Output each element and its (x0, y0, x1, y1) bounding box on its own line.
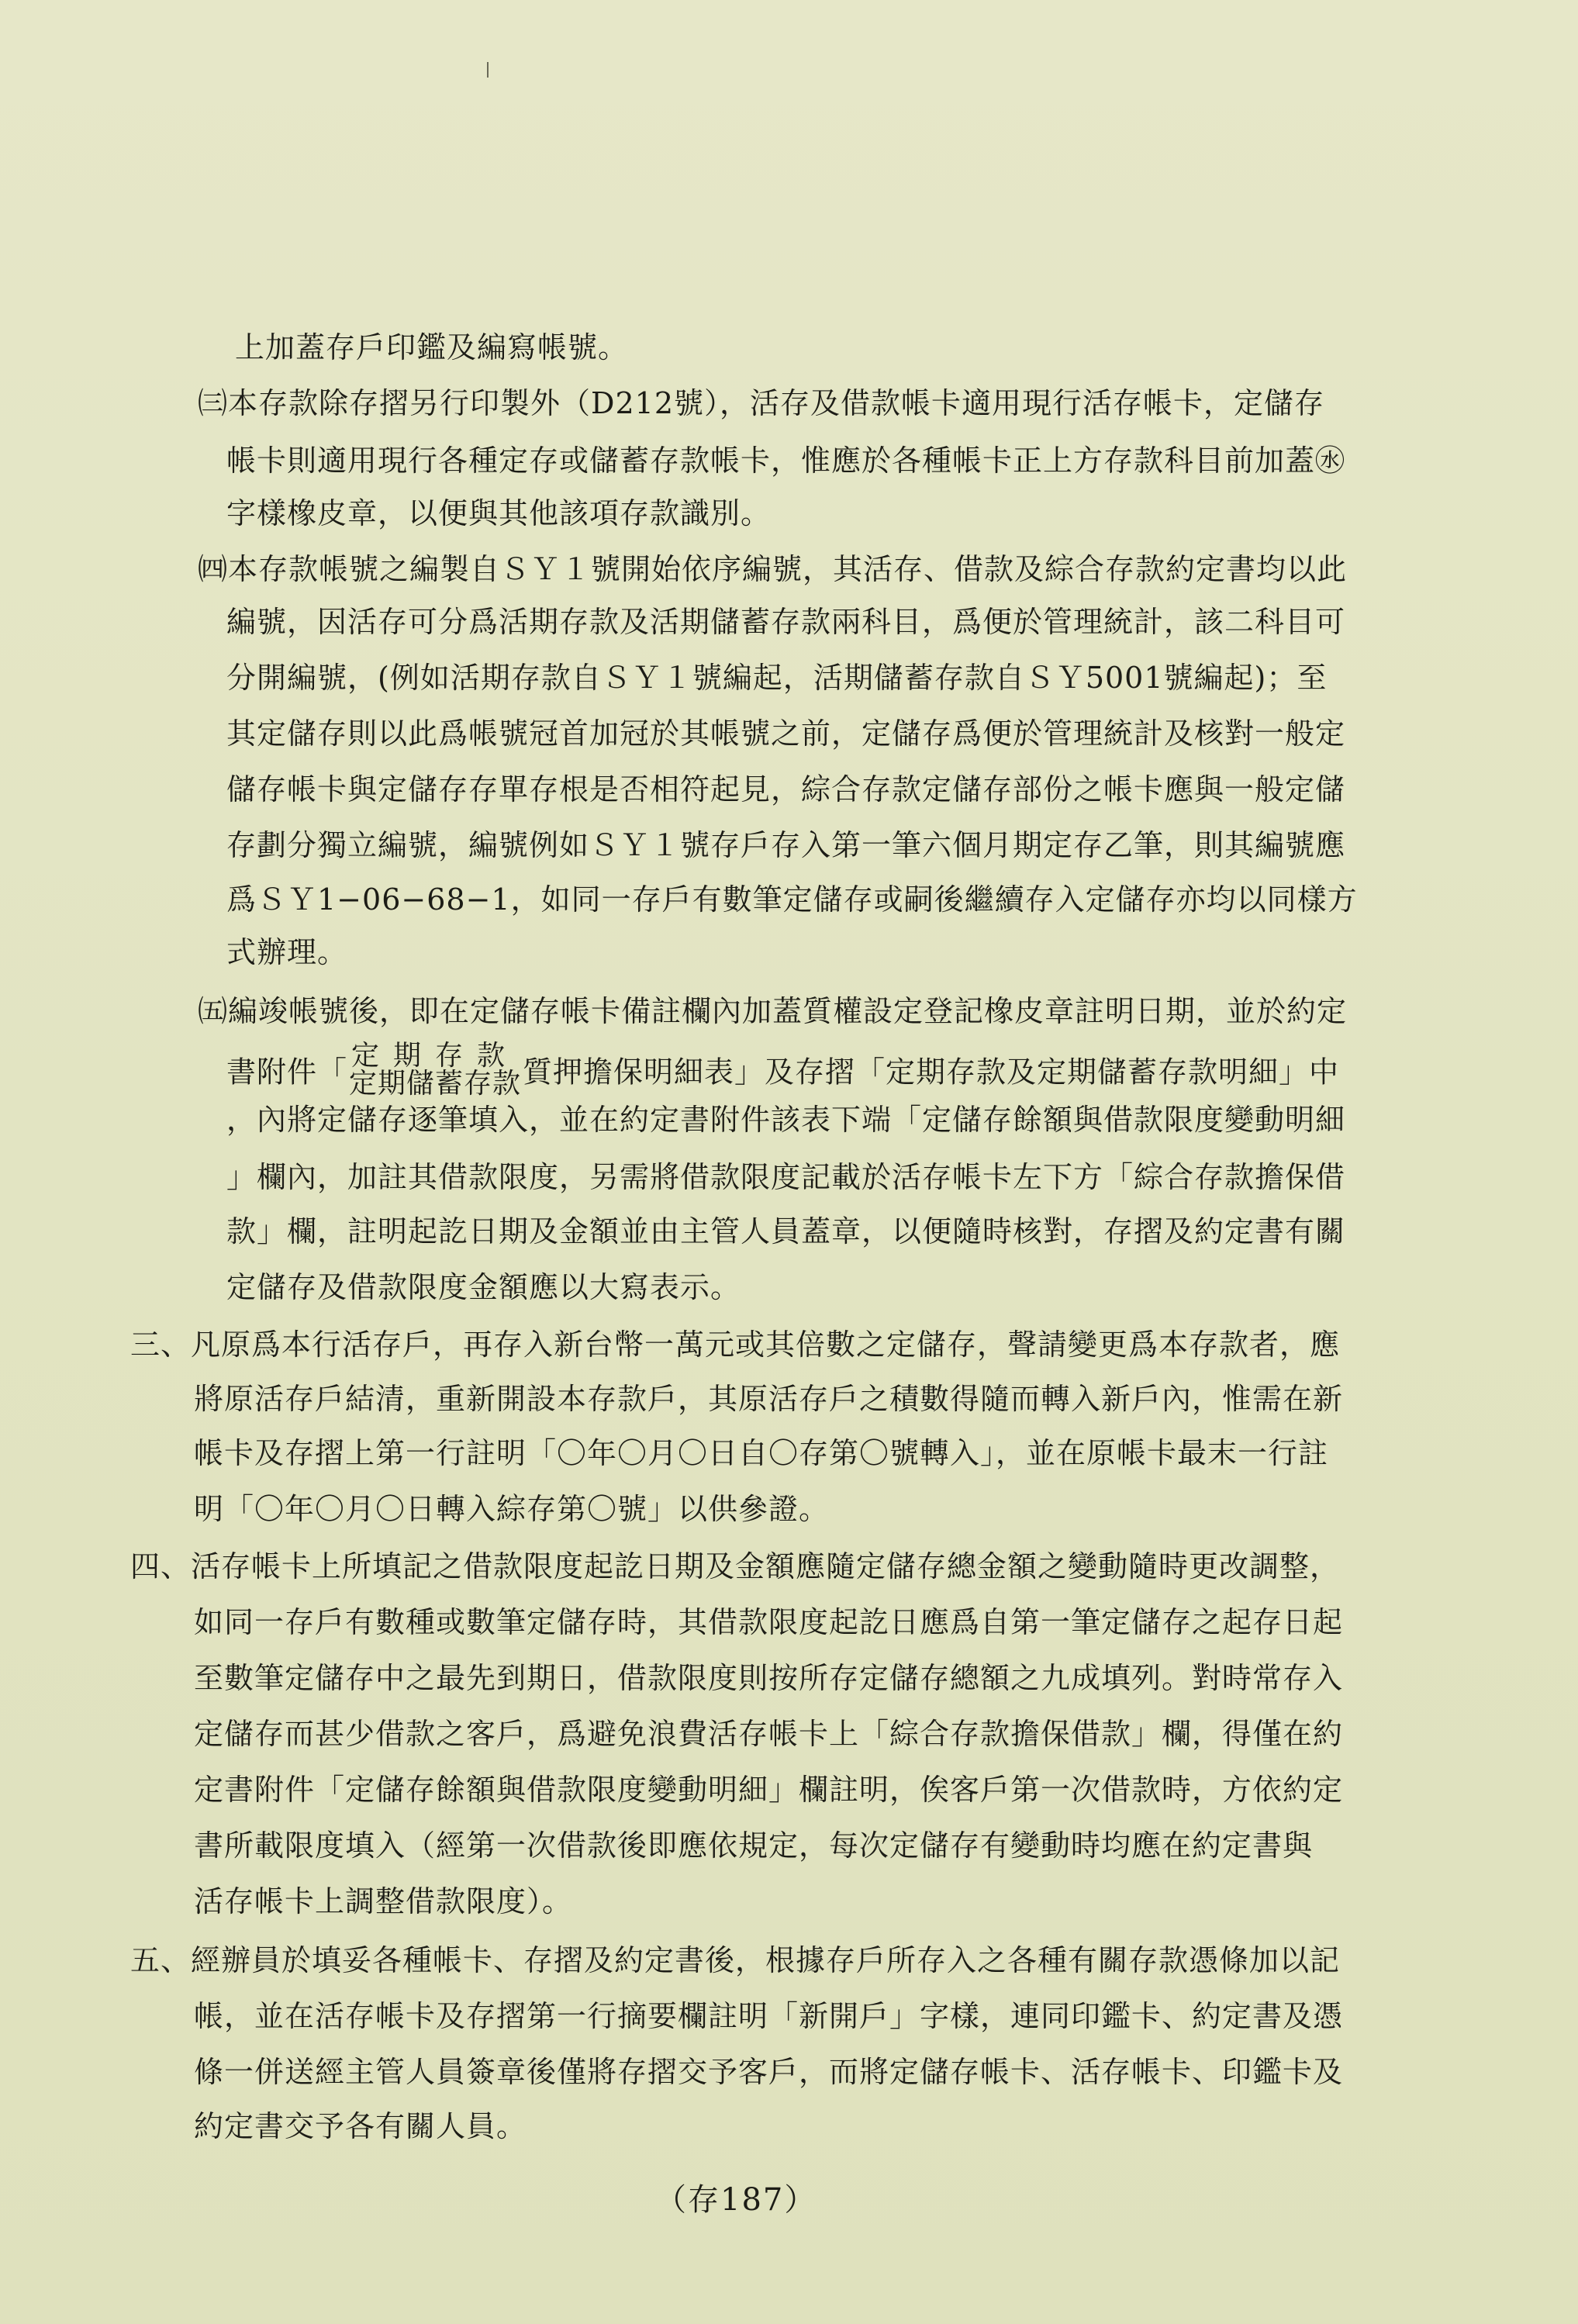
margin-mark (487, 62, 489, 78)
text-line: 其定儲存則以此爲帳號冠首加冠於其帳號之前，定儲存爲便於管理統計及核對一般定 (226, 717, 1346, 751)
text-line: 活存帳卡上調整借款限度）。 (194, 1884, 573, 1918)
text-line: 定儲存及借款限度金額應以大寫表示。 (226, 1270, 741, 1304)
stacked-label-bottom: 定期儲蓄存款 (349, 1068, 522, 1100)
text-line: 如同一存戶有數種或數筆定儲存時，其借款限度起訖日應爲自第一筆定儲存之起存日起 (194, 1605, 1344, 1639)
text-line: 定書附件「定儲存餘額與借款限度變動明細」欄註明，俟客戶第一次借款時，方依約定 (194, 1773, 1344, 1807)
text-line: 上加蓋存戶印鑑及編寫帳號。 (235, 330, 629, 364)
text-line: 約定書交予各有關人員。 (194, 2109, 527, 2143)
text-line: 式辦理。 (226, 935, 348, 969)
text-line: 條一併送經主管人員簽章後僅將存摺交予客戶，而將定儲存帳卡、活存帳卡、印鑑卡及 (194, 2055, 1344, 2089)
stacked-label-top: 定期存款 (351, 1040, 520, 1072)
text-line: 五、經辦員於填妥各種帳卡、存摺及約定書後，根據存戶所存入之各種有關存款憑條加以記 (130, 1943, 1341, 1977)
text-line: 帳卡則適用現行各種定存或儲蓄存款帳卡，惟應於各種帳卡正上方存款科目前加蓋㊌ (226, 444, 1346, 478)
stacked-deposit-type-label (349, 1042, 521, 1098)
text-line: 將原活存戶結清，重新開設本存款戶，其原活存戶之積數得隨而轉入新戶內，惟需在新 (194, 1382, 1344, 1416)
text-line: 明「〇年〇月〇日轉入綜存第〇號」以供參證。 (194, 1492, 830, 1526)
text-line: 四、活存帳卡上所填記之借款限度起訖日期及金額應隨定儲存總金額之變動隨時更改調整， (130, 1549, 1341, 1583)
text-line: ㈢本存款除存摺另行印製外（D212號），活存及借款帳卡適用現行活存帳卡，定儲存 (198, 386, 1325, 420)
text-line: ㈤編竣帳號後，即在定儲存帳卡備註欄內加蓋質權設定登記橡皮章註明日期，並於約定 (198, 994, 1348, 1028)
text-line: 三、凡原爲本行活存戶，再存入新台幣一萬元或其倍數之定儲存，聲請變更爲本存款者，應 (130, 1328, 1341, 1362)
text-line: 書所載限度填入（經第一次借款後即應依規定，每次定儲存有變動時均應在約定書與 (194, 1828, 1314, 1863)
text-line: 至數筆定儲存中之最先到期日，借款限度則按所存定儲存總額之九成填列。對時常存入 (194, 1661, 1344, 1695)
text-line: 爲ＳＹ1−06−68−1，如同一存戶有數筆定儲存或嗣後繼續存入定儲存亦均以同樣方 (226, 882, 1358, 917)
text-line: ㈣本存款帳號之編製自ＳＹ１號開始依序編號，其活存、借款及綜合存款約定書均以此 (198, 552, 1348, 586)
text-line: ，內將定儲存逐筆填入，並在約定書附件該表下端「定儲存餘額與借款限度變動明細 (226, 1103, 1346, 1137)
text-line: 帳卡及存摺上第一行註明「〇年〇月〇日自〇存第〇號轉入」，並在原帳卡最末一行註 (194, 1436, 1329, 1470)
text-line: 」欄內，加註其借款限度，另需將借款限度記載於活存帳卡左下方「綜合存款擔保借 (226, 1160, 1346, 1194)
text-line: 分開編號，(例如活期存款自ＳＹ１號編起，活期儲蓄存款自ＳＹ5001號編起)；至 (226, 661, 1328, 695)
text-line: 款」欄，註明起訖日期及金額並由主管人員蓋章，以便隨時核對，存摺及約定書有關 (226, 1214, 1346, 1248)
text-line-with-stacked-label (226, 1040, 1340, 1103)
text-line: 字樣橡皮章，以便與其他該項存款識別。 (226, 496, 772, 530)
text-fragment: 質押擔保明細表」及存摺「定期存款及定期儲蓄存款明細」中 (523, 1055, 1340, 1089)
text-line: 定儲存而甚少借款之客戶，爲避免浪費活存帳卡上「綜合存款擔保借款」欄，得僅在約 (194, 1717, 1344, 1751)
page-number: （存187） (655, 2182, 817, 2218)
text-fragment: 書附件「 (226, 1055, 348, 1089)
text-line: 帳，並在活存帳卡及存摺第一行摘要欄註明「新開戶」字樣，連同印鑑卡、約定書及憑 (194, 1999, 1344, 2033)
text-line: 儲存帳卡與定儲存存單存根是否相符起見，綜合存款定儲存部份之帳卡應與一般定儲 (226, 772, 1346, 806)
text-line: 存劃分獨立編號，編號例如ＳＹ１號存戶存入第一筆六個月期定存乙筆，則其編號應 (226, 828, 1346, 862)
text-line: 編號，因活存可分爲活期存款及活期儲蓄存款兩科目，爲便於管理統計，該二科目可 (226, 605, 1346, 639)
